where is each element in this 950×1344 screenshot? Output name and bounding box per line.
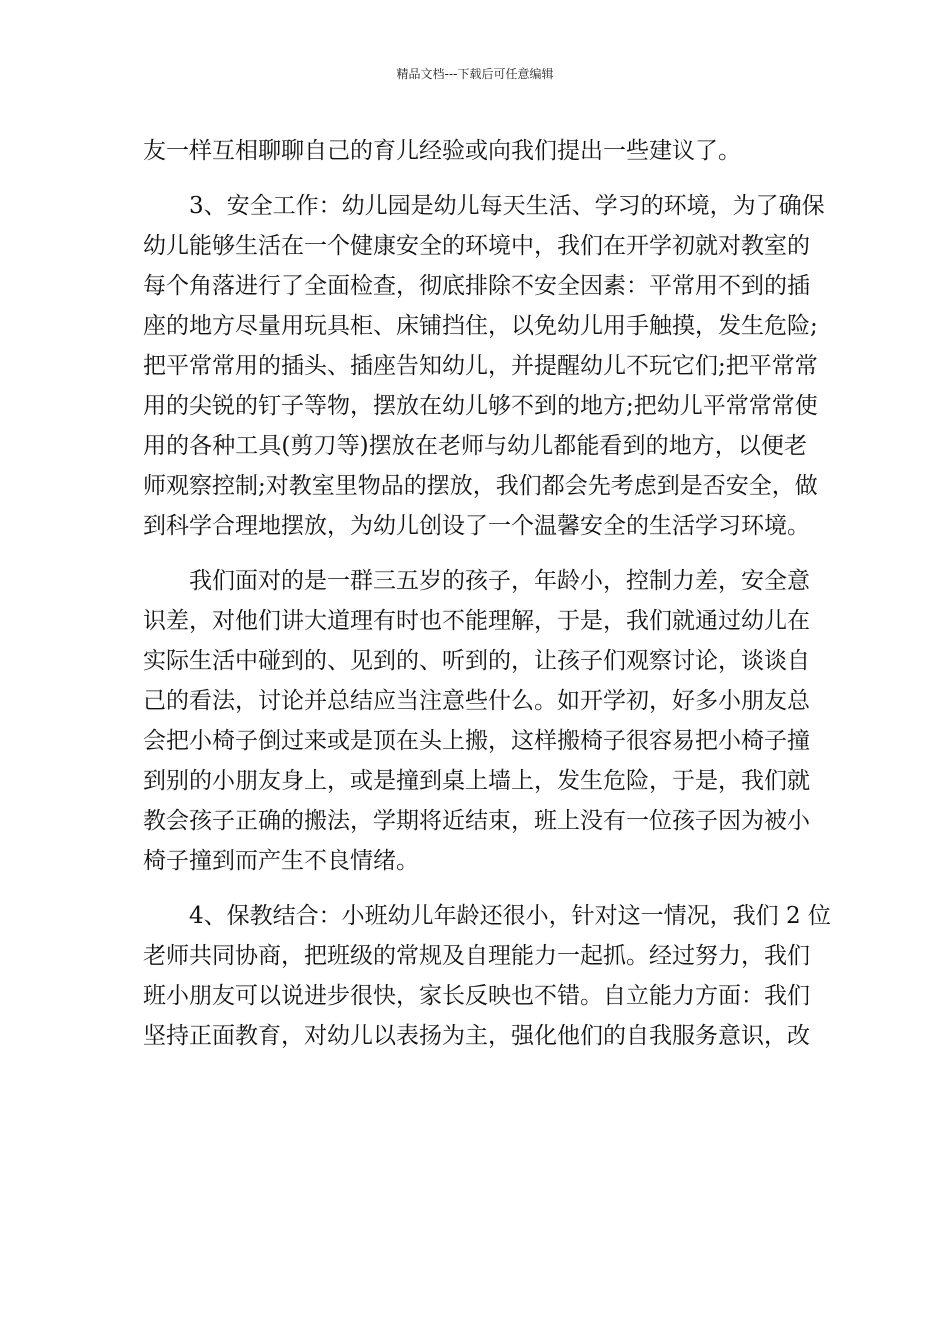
text-line: 3、安全工作：幼儿园是幼儿每天生活、学习的环境，为了确保 [189,193,825,219]
document-body [143,131,831,1056]
text-line: 友一样互相聊聊自己的育儿经验或向我们提出一些建议了。 [143,138,741,164]
text-line: 己的看法，讨论并总结应当注意些什么。如开学初，好多小朋友总 [143,688,810,714]
text-line: 实际生活中碰到的、见到的、听到的，让孩子们观察讨论，谈谈自 [143,648,810,674]
text-line: 把平常常用的插头、插座告知幼儿，并提醒幼儿不玩它们;把平常常 [143,353,818,379]
text-line: 幼儿能够生活在一个健康安全的环境中，我们在开学初就对教室的 [143,233,810,259]
text-line: 师观察控制;对教室里物品的摆放，我们都会先考虑到是否安全，做 [143,473,818,499]
text-line: 座的地方尽量用玩具柜、床铺挡住，以免幼儿用手触摸，发生危险; [143,313,818,339]
paragraph-safety-education [143,561,810,881]
text-line: 椅子撞到而产生不良情绪。 [143,848,419,874]
text-line: 我们面对的是一群三五岁的孩子，年龄小，控制力差，安全意 [189,568,810,594]
paragraph-safety-work [143,186,825,546]
text-line: 班小朋友可以说进步很快，家长反映也不错。自立能力方面：我们 [143,983,810,1009]
text-line: 用的各种工具(剪刀等)摆放在老师与幼儿都能看到的地方，以便老 [143,433,807,459]
text-line: 4、保教结合：小班幼儿年龄还很小，针对这一情况，我们 2 位 [189,903,831,929]
text-line: 教会孩子正确的搬法，学期将近结束，班上没有一位孩子因为被小 [143,808,810,834]
text-line: 每个角落进行了全面检查，彻底排除不安全因素：平常用不到的插 [143,273,810,299]
text-line: 老师共同协商，把班级的常规及自理能力一起抓。经过努力，我们 [143,943,810,969]
text-line: 识差，对他们讲大道理有时也不能理解，于是，我们就通过幼儿在 [143,608,810,634]
paragraph-care-education [143,896,831,1056]
text-line: 到科学合理地摆放，为幼儿创设了一个温馨安全的生活学习环境。 [143,513,810,539]
paragraph-continuation [143,131,807,171]
text-line: 到别的小朋友身上，或是撞到桌上墙上，发生危险，于是，我们就 [143,768,810,794]
text-line: 会把小椅子倒过来或是顶在头上搬，这样搬椅子很容易把小椅子撞 [143,728,810,754]
text-line: 用的尖锐的钉子等物，摆放在幼儿够不到的地方;把幼儿平常常常使 [143,393,818,419]
page-header: 精品文档---下载后可任意编辑 [396,67,554,81]
text-line: 坚持正面教育，对幼儿以表扬为主，强化他们的自我服务意识，改 [143,1023,810,1049]
